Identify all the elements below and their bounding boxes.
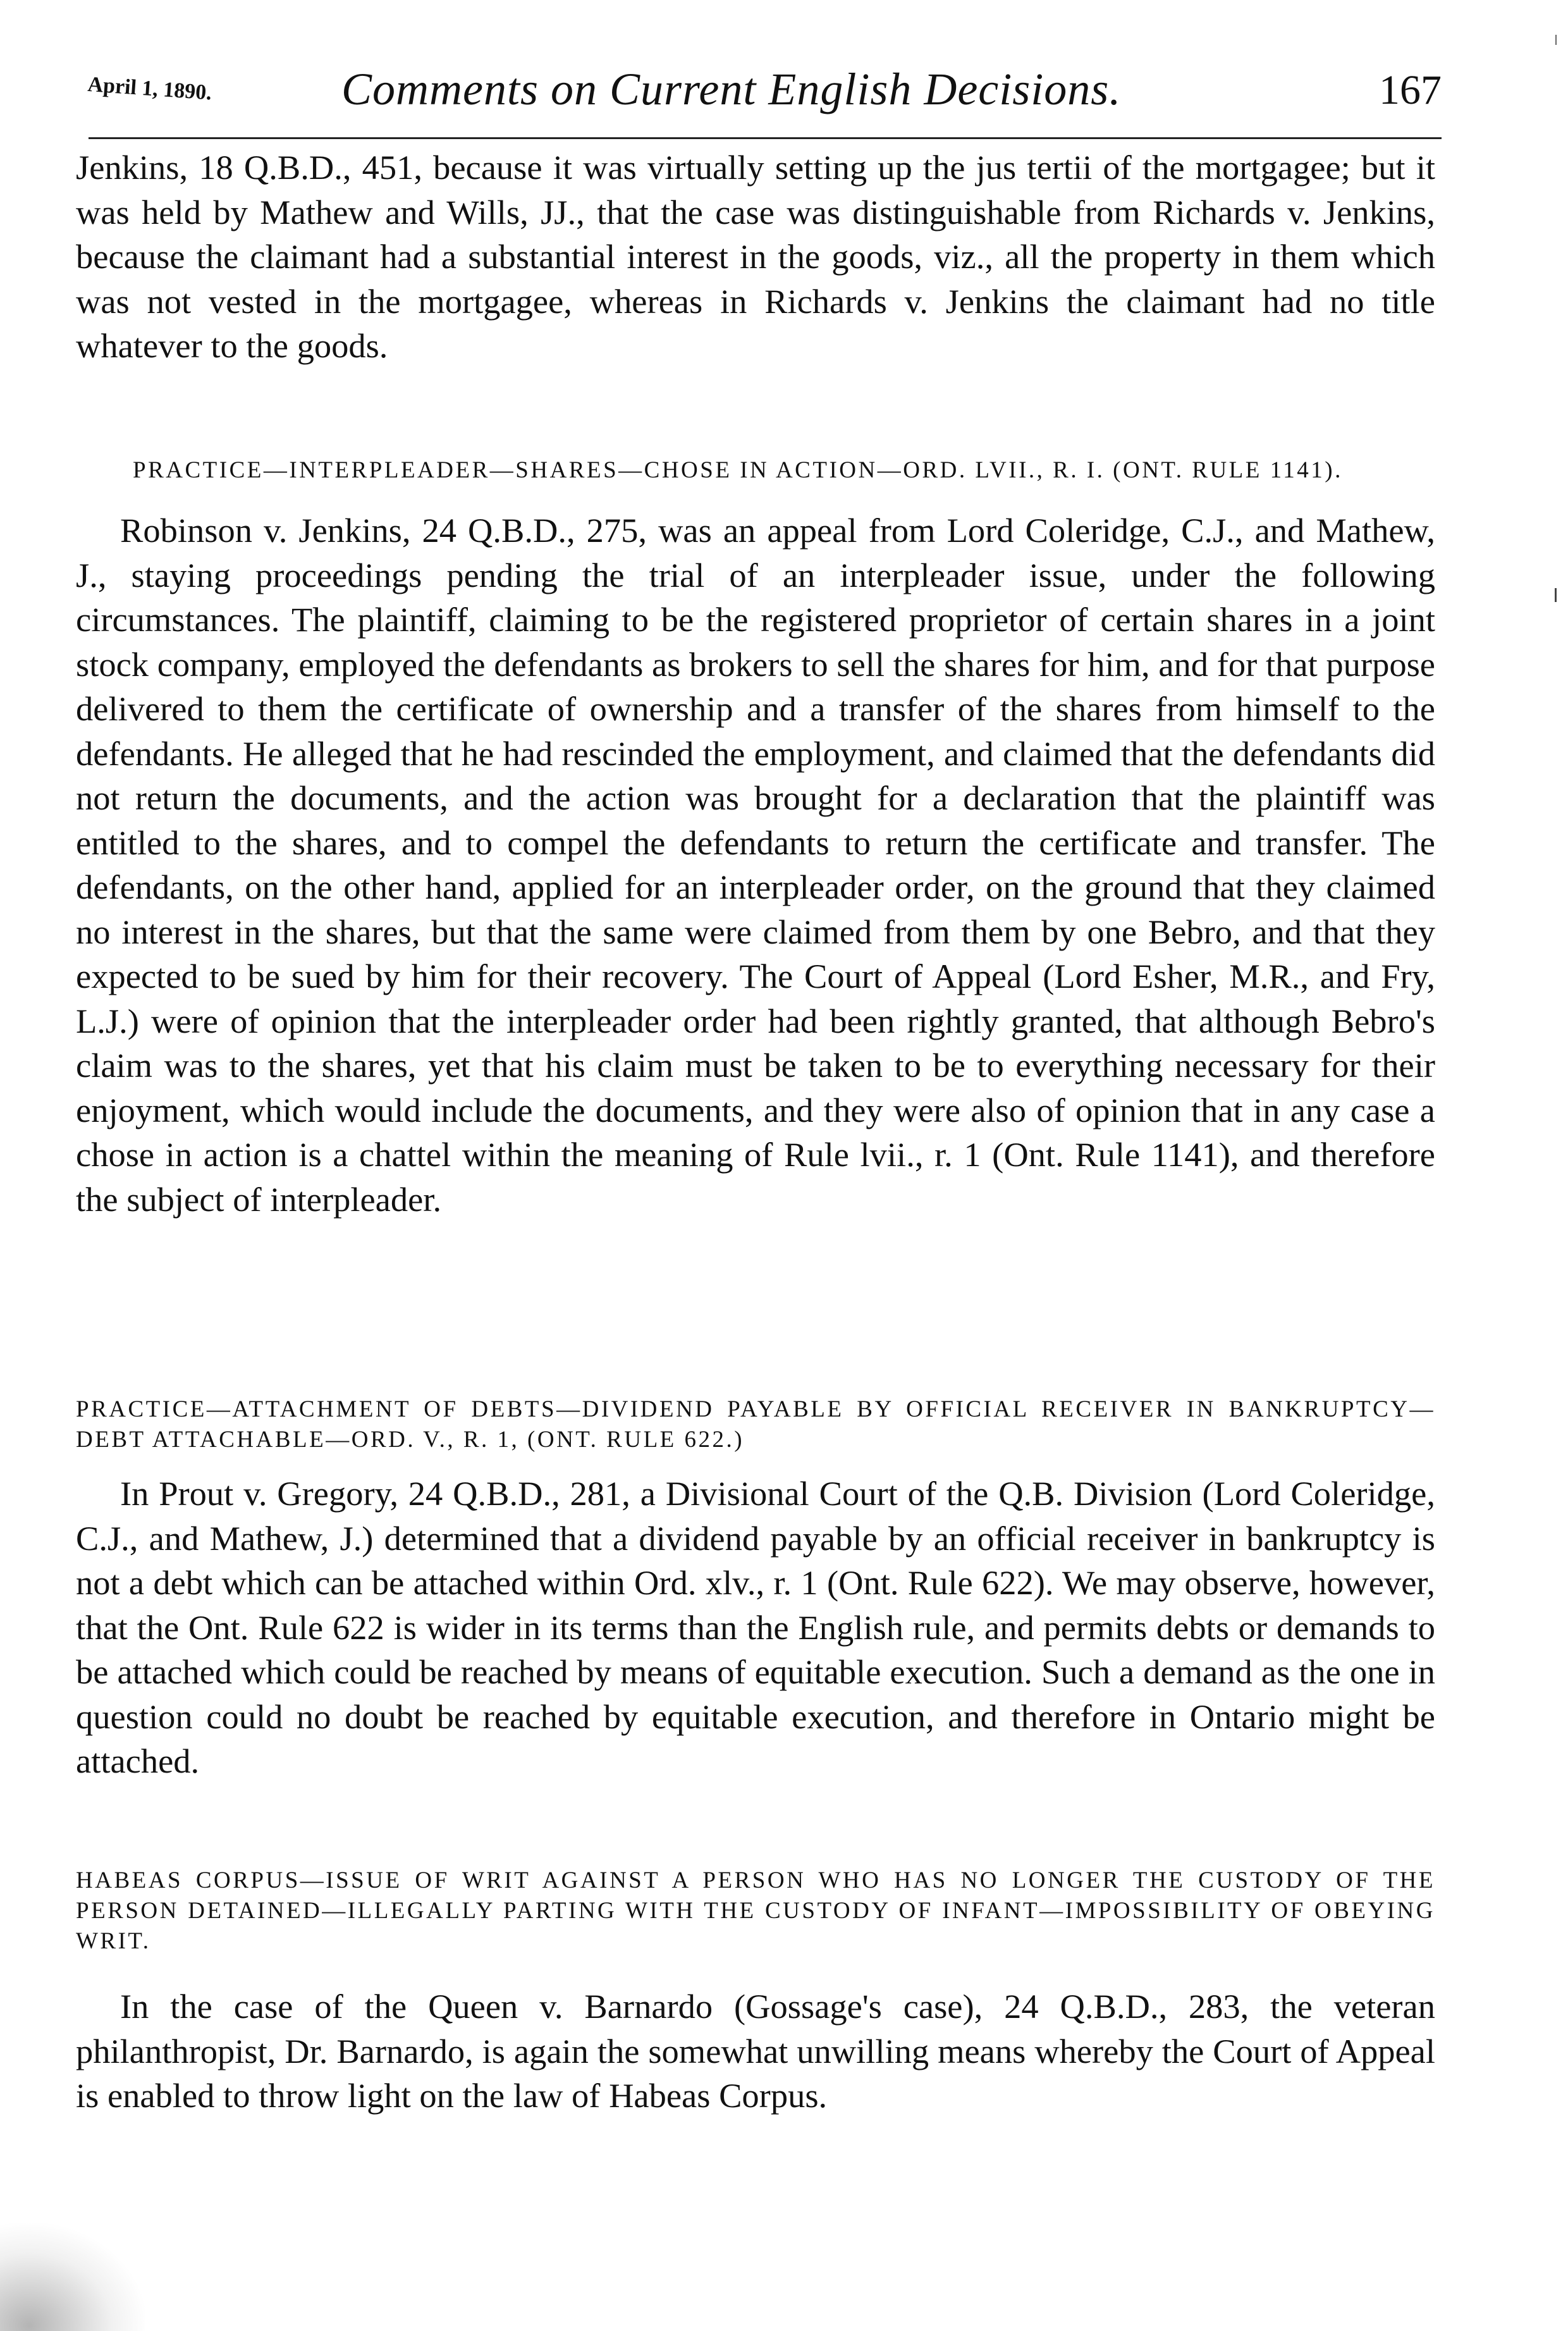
section-heading-habeas-corpus: HABEAS CORPUS—ISSUE OF WRIT AGAINST A PERSON WHO HAS NO LONGER THE CUSTODY OF THE PERSON DETAINED—ILLEGALLY PARTING WITH THE CUSTODY OF INFANT—IMPOSSIBILITY OF OBEYING WRIT. [76, 1867, 1435, 1954]
paragraph-prout-v-gregory: In Prout v. Gregory, 24 Q.B.D., 281, a Divisional Court of the Q.B. Division (Lord Coleridge, C.J., and Mathew, J.) determined that a dividend payable by an official receiver in bankruptcy is not a debt which can be attached within Ord. xlv., r. 1 (Ont. Rule 622). We may observe, however, that the Ont. Rule 622 is wider in its terms than the English rule, and permits debts or demands to be attached which could be reached by means of equitable execution. Such a demand as the one in question could no doubt be reached by equitable execution, and therefore in Ontario might be attached. [76, 1474, 1435, 1780]
section-habeas-corpus [76, 1866, 1435, 2119]
header-rule [89, 137, 1442, 139]
section-continuation [76, 145, 1435, 369]
scan-smudge [0, 2223, 145, 2331]
running-title: Comments on Current English Decisions. [341, 64, 1122, 114]
header-date: April 1, 1890. [87, 73, 212, 105]
section-heading-attachment: PRACTICE—ATTACHMENT OF DEBTS—DIVIDEND PAYABLE BY OFFICIAL RECEIVER IN BANKRUPTCY—DEBT ATTACHABLE—ORD. V., R. 1, (ONT. RULE 622.) [76, 1396, 1435, 1453]
section-heading-interpleader: PRACTICE—INTERPLEADER—SHARES—CHOSE IN ACTION—ORD. LVII., R. I. (ONT. RULE 1141). [133, 457, 1343, 483]
section-interpleader [76, 455, 1435, 1222]
page-number: 167 [1379, 67, 1442, 113]
section-attachment [76, 1394, 1435, 1784]
paragraph-continuation: Jenkins, 18 Q.B.D., 451, because it was virtually setting up the jus tertii of the mortgagee; but it was held by Mathew and Wills, JJ., that the case was distinguishable from Richards v. Jenkins, because the claimant had a substantial interest in the goods, viz., all the property in them which was not vested in the mortgagee, whereas in Richards v. Jenkins the claimant had no title whatever to the goods. [76, 148, 1435, 365]
scan-edge-mark [1555, 588, 1557, 602]
page-header [76, 60, 1442, 136]
paragraph-robinson-v-jenkins: Robinson v. Jenkins, 24 Q.B.D., 275, was an appeal from Lord Coleridge, C.J., and Mathew, J., staying proceedings pending the trial of an interpleader issue, under the following circumstances. The plaintiff, claiming to be the registered proprietor of certain shares in a joint stock company, employed the defendants as brokers to sell the shares for him, and for that purpose delivered to them the certificate of ownership and a transfer of the shares from himself to the defendants. He alleged that he had rescinded the employment, and claimed that the defendants did not return the documents, and the action was brought for a declaration that the plaintiff was entitled to the shares, and to compel the defendants to return the certificate and transfer. The defendants, on the other hand, applied for an interpleader order, on the ground that they claimed no interest in the shares, but that the same were claimed from them by one Bebro, and that they expected to be sued by him for their recovery. The Court of Appeal (Lord Esher, M.R., and Fry, L.J.) were of opinion that the interpleader order had been rightly granted, that although Bebro's claim was to the shares, yet that his claim must be taken to be to everything necessary for their enjoyment, which would include the documents, and they were also of opinion that in any case a chose in action is a chattel within the meaning of Rule lvii., r. 1 (Ont. Rule 1141), and therefore the subject of interpleader. [76, 511, 1435, 1219]
paragraph-queen-v-barnardo: In the case of the Queen v. Barnardo (Gossage's case), 24 Q.B.D., 283, the veteran philanthropist, Dr. Barnardo, is again the somewhat unwilling means whereby the Court of Appeal is enabled to throw light on the law of Habeas Corpus. [76, 1987, 1435, 2115]
scan-edge-mark [1555, 35, 1557, 45]
